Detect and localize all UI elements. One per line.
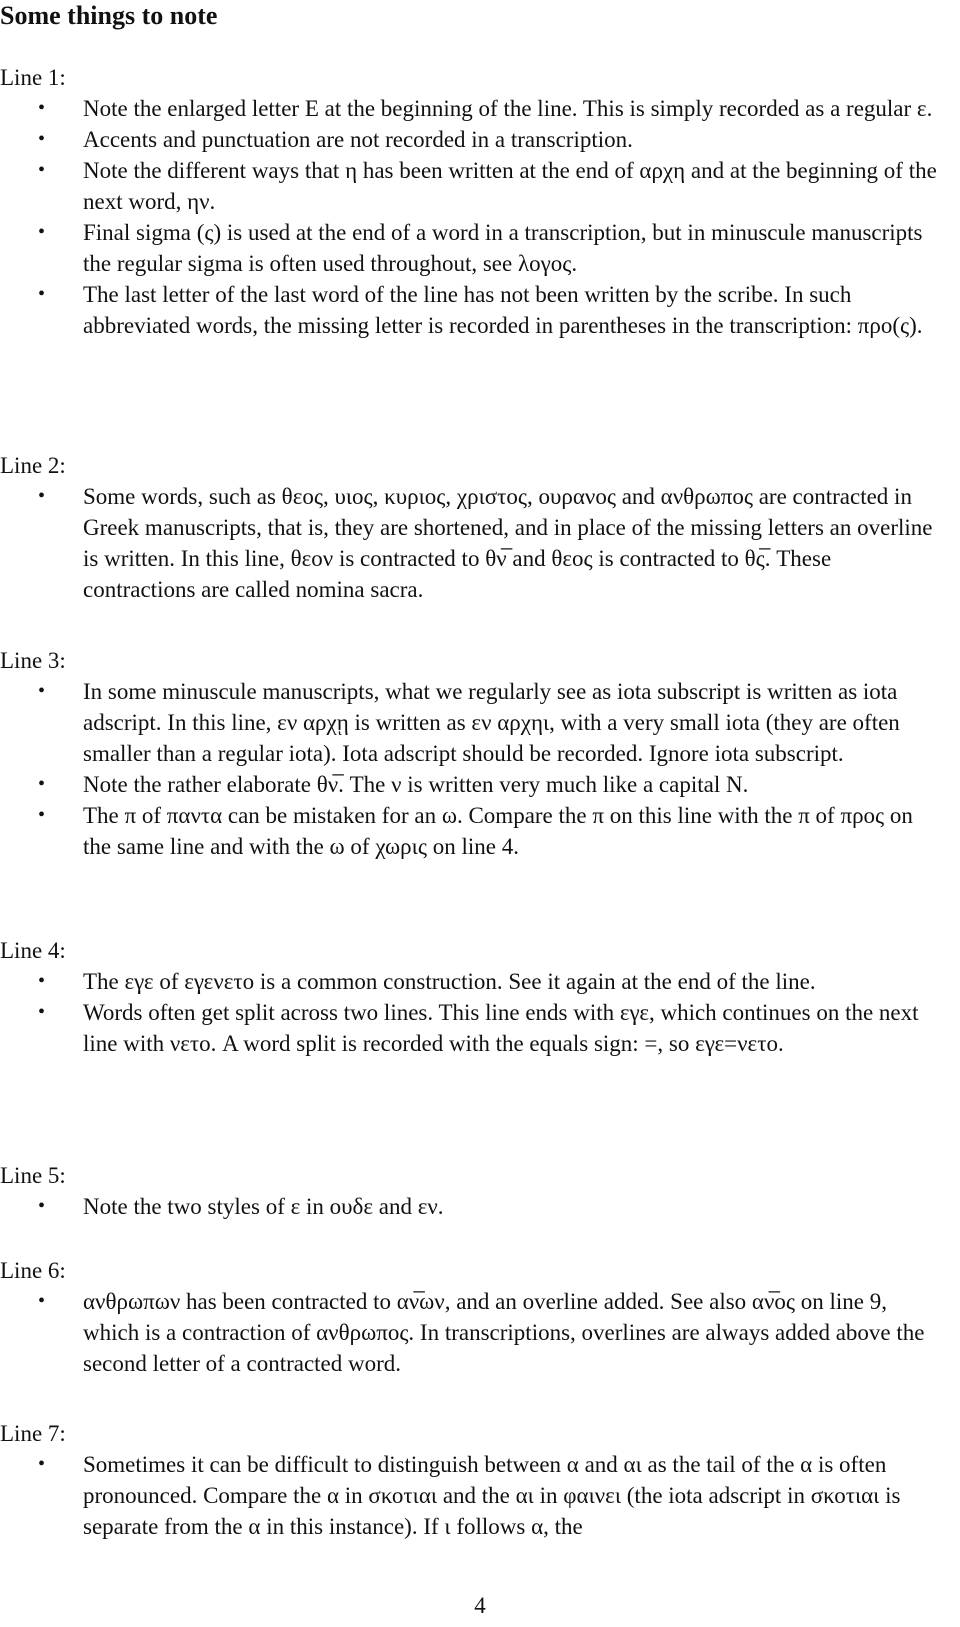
section-line-2: [0, 450, 945, 605]
note-text: Some words, such as θεος, υιος, κυριος, χριστος, ουρανος and ανθρωπος are contracted in Greek manuscripts, that is, they are shortened, and in place of the missing letters an overline is written. In this line, θεον is contracted to θν̅ and θεος is contracted to θς̅. These contractions are called nomina sacra.: [83, 484, 933, 602]
note-text: Note the different ways that η has been written at the end of αρχη and at the beginning of the next word, ην.: [83, 158, 937, 214]
list-item: [0, 155, 945, 217]
section-label: Line 2:: [0, 453, 66, 478]
bullet-icon: •: [38, 1453, 46, 1475]
list-item: [0, 769, 945, 800]
list-item: [0, 676, 945, 769]
bullet-icon: •: [38, 1290, 46, 1312]
note-text: ανθρωπων has been contracted to αν̅ων, and an overline added. See also αν̅ος on line 9, which is a contraction of ανθρωπος. In transcriptions, overlines are always added above the second letter of a contracted word.: [83, 1289, 925, 1376]
note-text: Note the rather elaborate θν̅. The ν is written very much like a capital N.: [83, 772, 749, 797]
note-text: The π of παντα can be mistaken for an ω. Compare the π on this line with the π of προς on the same line and with the ω of χωρις on line 4.: [83, 803, 913, 859]
list-item: [0, 997, 945, 1059]
note-text: In some minuscule manuscripts, what we regularly see as iota subscript is written as iota adscript. In this line, εν αρχῃ is written as εν αρχηι, with a very small iota (they are often smaller than a regular iota). Iota adscript should be recorded. Ignore iota subscript.: [83, 679, 900, 766]
note-text: Note the two styles of ε in ουδε and εν.: [83, 1194, 444, 1219]
bullet-icon: •: [38, 1195, 46, 1217]
list-item: [0, 1286, 945, 1379]
section-line-1: [0, 62, 945, 341]
note-text: The last letter of the last word of the line has not been written by the scribe. In such abbreviated words, the missing letter is recorded in parentheses in the transcription: προ(ς).: [83, 282, 923, 338]
section-line-4: [0, 935, 945, 1059]
list-item: [0, 1191, 945, 1222]
note-text: The εγε of εγενετο is a common construction. See it again at the end of the line.: [83, 969, 816, 994]
bullet-icon: •: [38, 283, 46, 305]
section-line-3: [0, 645, 945, 862]
bullet-icon: •: [38, 804, 46, 826]
bullet-icon: •: [38, 680, 46, 702]
section-label: Line 3:: [0, 648, 66, 673]
section-label: Line 5:: [0, 1163, 66, 1188]
note-text: Words often get split across two lines. This line ends with εγε, which continues on the next line with νετο. A word split is recorded with the equals sign: =, so εγε=νετο.: [83, 1000, 919, 1056]
note-list: [0, 1191, 945, 1222]
note-list: [0, 93, 945, 341]
bullet-icon: •: [38, 773, 46, 795]
bullet-icon: •: [38, 128, 46, 150]
note-list: [0, 1449, 945, 1542]
bullet-icon: •: [38, 970, 46, 992]
note-text: Sometimes it can be difficult to distinguish between α and αι as the tail of the α is often pronounced. Compare the α in σκοτιαι and the αι in φαινει (the iota adscript in σκοτιαι is separate from the α in this instance). If ι follows α, the: [83, 1452, 901, 1539]
page-title: Some things to note: [0, 1, 218, 30]
note-text: Final sigma (ς) is used at the end of a word in a transcription, but in minuscule manuscripts the regular sigma is often used throughout, see λογος.: [83, 220, 923, 276]
list-item: [0, 1449, 945, 1542]
bullet-icon: •: [38, 485, 46, 507]
bullet-icon: •: [38, 159, 46, 181]
bullet-icon: •: [38, 221, 46, 243]
section-label: Line 7:: [0, 1421, 66, 1446]
list-item: [0, 481, 945, 605]
note-text: Note the enlarged letter E at the beginning of the line. This is simply recorded as a regular ε.: [83, 96, 933, 121]
note-list: [0, 481, 945, 605]
note-list: [0, 1286, 945, 1379]
page-number: 4: [474, 1593, 486, 1618]
section-line-7: [0, 1418, 945, 1542]
note-text: Accents and punctuation are not recorded in a transcription.: [83, 127, 633, 152]
section-label: Line 1:: [0, 65, 66, 90]
bullet-icon: •: [38, 1001, 46, 1023]
note-list: [0, 676, 945, 862]
list-item: [0, 217, 945, 279]
section-label: Line 6:: [0, 1258, 66, 1283]
note-list: [0, 966, 945, 1059]
list-item: [0, 93, 945, 124]
section-label: Line 4:: [0, 938, 66, 963]
bullet-icon: •: [38, 97, 46, 119]
list-item: [0, 124, 945, 155]
list-item: [0, 966, 945, 997]
section-line-5: [0, 1160, 945, 1222]
section-line-6: [0, 1255, 945, 1379]
list-item: [0, 800, 945, 862]
list-item: [0, 279, 945, 341]
